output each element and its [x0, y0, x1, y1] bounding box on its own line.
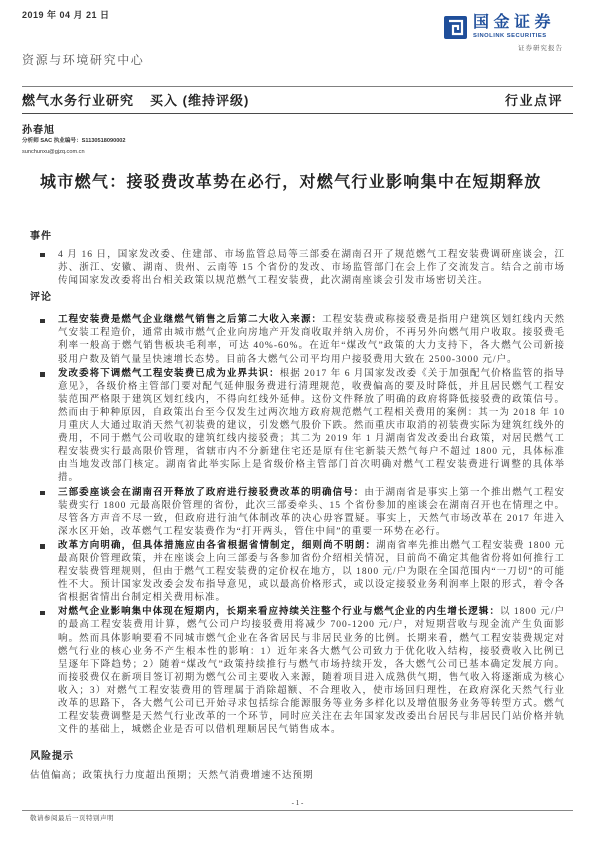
report-body	[22, 230, 573, 792]
comment-text: 根据 2017 年 6 月国家发改委《关于加强配气价格监管的指导意见》，各级价格主管部门要对配气延伸服务费进行清理规范，收费偏高的要及时降低，并且居民燃气工程安装范围严格限于建筑区划红线内，不得向红线外延伸。这份文件释放了明确的政府将降低接驳费的政策信号。然而由于种种原因，自政策出台至今仅发生过两次地方政府规范燃气工程相关费用的案例：其一为 2018 年 10 月重庆人大通过取消天然气初装费的建议，引发燃气股价下跌。然而重庆市取消的初装费实际为建筑红线外的费用，不同于燃气公司收取的建筑红线内接驳费；其二为 2019 年 1 月湖南省发改委出台政策，对居民燃气工程安装费实行最高限价管理，省辖市内不分新建住宅还是原有住宅新装天然气每户不超过 1800 元，具体标准由当地发改部门核定。湖南省此举实际上是省级价格主管部门首次明确对燃气工程安装费进行调整的具体举措。	[58, 368, 565, 484]
header-rule-bottom	[22, 113, 573, 114]
event-item	[22, 249, 573, 288]
report-date: 2019 年 04 月 21 日	[22, 10, 110, 20]
event-list	[22, 249, 573, 288]
comment-lead: 三部委座谈会在湖南召开释放了政府进行接驳费改革的明确信号：	[58, 487, 365, 498]
comment-item	[22, 368, 573, 486]
square-bullet-icon	[40, 611, 45, 616]
comment-text: 湖南省率先推出燃气工程安装费 1800 元最高限价管理政策，并在座谈会上向三部委与各参加省份介绍相关情况，目前尚不确定其他省份将如何推行工程安装费管理规则，但由于燃气工程安装费的定价权在地方，以 1800 元/户为限在全国范围内“一刀切”的可能性不大。预计国家发改委会发布指导意见，或以最高价格形式，或以设定接驳业务利润率上限的形式，着令各省根据省情出台制定相关费用标准。	[58, 540, 565, 604]
report-title: 城市燃气：接驳费改革势在必行，对燃气行业影响集中在短期释放	[40, 174, 542, 191]
rating-label: 买入 (维持评级)	[150, 93, 250, 108]
report-category: 行业点评	[505, 93, 564, 108]
research-center-name: 资源与环境研究中心	[22, 53, 145, 67]
comment-lead: 对燃气企业影响集中体现在短期内，长期来看应持续关注整个行业与燃气企业的内生增长逻辑：	[58, 607, 500, 618]
comments-list	[22, 314, 573, 737]
header-rule-top	[22, 86, 573, 87]
sector-name: 燃气水务行业研究	[22, 93, 135, 108]
event-text: 4 月 16 日，国家发改委、住建部、市场监管总局等三部委在湖南召开了规范燃气工程安装费调研座谈会，江苏、浙江、安徽、湖南、贵州、云南等 15 个省份的发改、市场监管部门在会上作了交流发言。结合之前市场传闻国家发改委将出台相关政策以规范燃气工程安装费，此次湖南座谈会引发市场密切关注。	[58, 249, 565, 286]
logo-name-cn: 国金证券	[473, 14, 556, 31]
report-type-label: 证券研究报告	[518, 45, 563, 52]
square-bullet-icon	[40, 253, 45, 258]
footer-disclaimer: 敬请参阅最后一页特别声明	[30, 815, 114, 822]
comment-lead: 发改委将下调燃气工程安装费已成为业界共识：	[58, 368, 280, 379]
sinolink-logo-icon	[444, 16, 467, 39]
comment-text: 由于湖南省是事实上第一个推出燃气工程安装费实行 1800 元最高限价管理的省份，此次三部委牵头、15 个省份参加的座谈会在湖南召开也在情理之中。尽管各方声音不尽一致，但政府进行油气体制改革的决心毋容置疑。事实上，天然气市场改革在 2017 年进入深水区开始，改革燃气工程安装费作为“打开两头，管住中间”的重要一环势在必行。	[58, 487, 565, 537]
comment-item	[22, 540, 573, 605]
logo-name-en: SINOLINK SECURITIES	[473, 33, 547, 39]
comment-item	[22, 606, 573, 737]
square-bullet-icon	[40, 544, 45, 549]
comments-heading: 评论	[30, 292, 52, 304]
risk-text: 估值偏高；政策执行力度超出预期；天然气消费增速不达预期	[30, 770, 314, 781]
event-heading: 事件	[30, 231, 52, 242]
comment-item	[22, 314, 573, 366]
page-number: - 1 -	[291, 799, 304, 807]
analyst-license: 分析师 SAC 执业编号：S1130518090002	[22, 138, 126, 144]
footer-rule	[22, 810, 573, 811]
analyst-name: 孙春旭	[22, 125, 55, 136]
square-bullet-icon	[40, 491, 45, 496]
comment-lead: 工程安装费是燃气企业继燃气销售之后第二大收入来源：	[58, 315, 323, 326]
comment-item	[22, 487, 573, 539]
analyst-email: sunchunxu@gjzq.com.cn	[22, 149, 85, 155]
company-logo	[444, 14, 568, 42]
risk-heading: 风险提示	[30, 751, 74, 763]
square-bullet-icon	[40, 319, 45, 324]
square-bullet-icon	[40, 372, 45, 377]
comment-lead: 改革方向明确，但具体措施应由各省根据省情制定，细则尚不明朗：	[58, 540, 377, 551]
comment-text: 工程安装费或称接驳费是指用户建筑区划红线内天然气安装工程造价，通常由城市燃气企业向房地产开发商收取并纳入房价，不再另外向燃气用户收取。接驳费毛利率一般高于燃气销售板块毛利率，可达 40%-60%。在近年“煤改气”政策的大力支持下，各大燃气公司新接驳用户数及销气量呈快速增长态势。目前各大燃气公司平均用户接驳费用大致在 2500-3000 元/户。	[58, 315, 565, 365]
comment-text: 以 1800 元/户的最高工程安装费用计算，燃气公司户均接驳费用将减少 700-1200 元/户，对短期营收与现金流产生负面影响。然而具体影响要看不同城市燃气企业在各省居民与非居民业务的比例。长期来看，燃气工程安装费规定对燃气行业的核心业务不产生根本性的影响：1）近年来各大燃气公司致力于优化收入结构，接驳费收入比例已呈逐年下降趋势；2）随着“煤改气”政策持续推行与燃气市场持续开发，各大燃气公司已基本确定发展方向。而接驳费仅在新项目签订初期为燃气公司主要收入来源，随着项目进入成熟供气期，售气收入将逐渐成为核心收入；3）对燃气工程安装费用的管理属于消除超额、不合理收入，使市场回归理性，在政府深化天然气行业改革的思路下，各大燃气公司已开始寻求包括综合能源服务等业务多样化以及增值服务业务等转型方式。燃气工程安装费调整是天然气行业改革的一个环节，同时应关注在去年国家发改委出台居民与非居民门站价格并轨文件的基础上，城燃企业是否可以借机理顺居民气销售成本。	[58, 607, 565, 736]
